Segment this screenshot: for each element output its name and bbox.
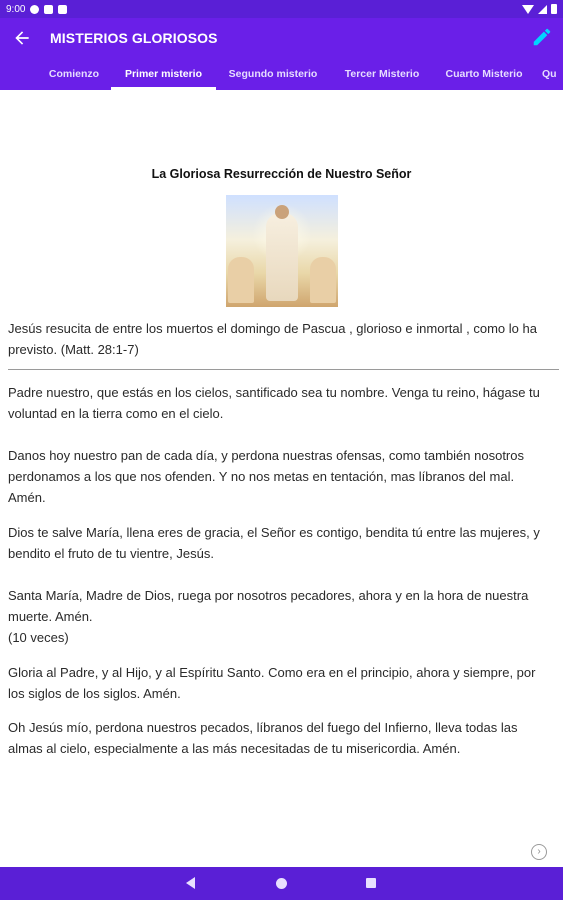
app-notification-icon	[58, 5, 67, 14]
prayer-gloria: Gloria al Padre, y al Hijo, y al Espíritu Santo. Como era en el principio, ahora y siempre, por los siglos de los siglos. Amén.	[8, 665, 536, 701]
prayer-padre-nuestro: Padre nuestro, que estás en los cielos, santificado sea tu nombre. Venga tu reino, hágase tu voluntad en la tierra como en el cielo.	[8, 385, 540, 421]
tab-segundo-misterio[interactable]: Segundo misterio	[228, 68, 318, 80]
prayer-santa-maria: Santa María, Madre de Dios, ruega por nosotros pecadores, ahora y en la hora de nuestra muerte. Amén.	[8, 588, 529, 624]
prayer-repeat-count: (10 veces)	[8, 630, 69, 645]
arrow-back-icon[interactable]	[12, 28, 32, 48]
status-right	[522, 4, 557, 14]
status-bar	[0, 0, 563, 18]
sim-notification-icon	[44, 5, 53, 14]
image-head	[275, 205, 289, 219]
message-notification-icon	[30, 5, 39, 14]
status-left	[6, 4, 67, 15]
divider	[8, 369, 559, 370]
system-nav-bar	[0, 867, 563, 900]
battery-icon	[551, 4, 557, 14]
chevron-right-circle-icon[interactable]: ›	[531, 844, 547, 860]
mystery-description: Jesús resucita de entre los muertos el domingo de Pascua , glorioso e inmortal , como lo ha previsto. (Matt. 28:1-7)	[8, 321, 537, 357]
tab-bar	[0, 62, 563, 90]
nav-recents-icon[interactable]	[366, 878, 376, 888]
image-angel-left	[228, 257, 254, 303]
tab-primer-misterio[interactable]: Primer misterio	[111, 62, 216, 90]
tab-comienzo[interactable]: Comienzo	[48, 68, 100, 80]
mystery-title: La Gloriosa Resurrección de Nuestro Señor	[151, 167, 412, 181]
page-title: MISTERIOS GLORIOSOS	[50, 30, 218, 46]
tab-cuarto-misterio[interactable]: Cuarto Misterio	[445, 68, 523, 80]
app-bar	[0, 18, 563, 90]
status-time: 9:00	[6, 3, 26, 15]
tab-quinto-misterio[interactable]: Qu	[542, 68, 557, 80]
tab-tercer-misterio[interactable]: Tercer Misterio	[344, 68, 420, 80]
prayer-padre-nuestro-cont: Danos hoy nuestro pan de cada día, y perdona nuestras ofensas, como también nosotros perdonamos a los que nos ofenden. Y no nos metas en tentación, mas líbranos del mal. Amén.	[8, 448, 524, 505]
prayer-ave-maria: Dios te salve María, llena eres de gracia, el Señor es contigo, bendita tú entre las mujeres, y bendito el fruto de tu vientre, Jesús.	[8, 525, 540, 561]
nav-back-icon[interactable]	[186, 877, 195, 889]
mystery-content	[0, 90, 563, 867]
pencil-icon[interactable]	[531, 26, 553, 48]
image-figure	[266, 213, 298, 301]
resurrection-image	[226, 195, 338, 307]
image-angel-right	[310, 257, 336, 303]
signal-icon	[538, 5, 547, 14]
wifi-icon	[522, 5, 534, 14]
nav-home-icon[interactable]	[276, 878, 287, 889]
prayer-oh-jesus: Oh Jesús mío, perdona nuestros pecados, líbranos del fuego del Infierno, lleva todas las almas al cielo, especialmente a las más necesitadas de tu misericordia. Amén.	[8, 720, 518, 756]
